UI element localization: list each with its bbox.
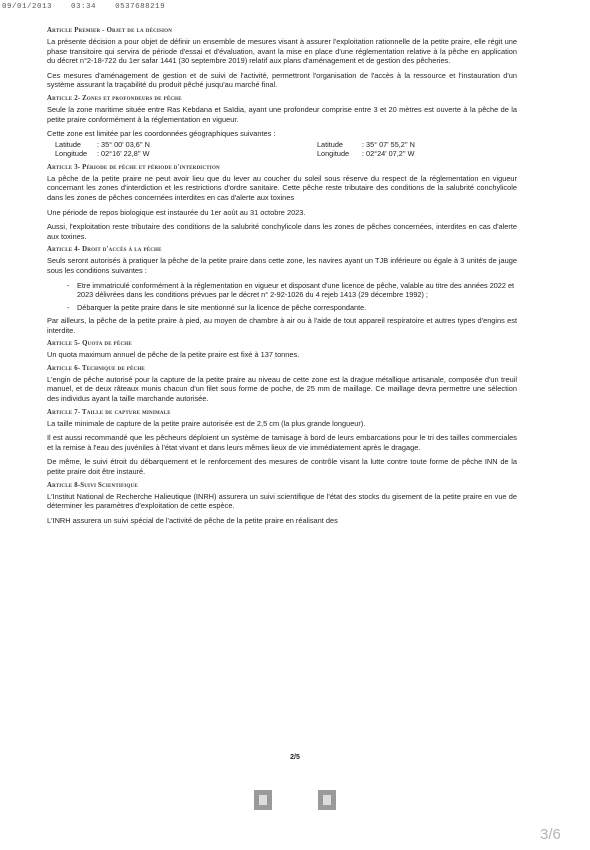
list-item: - Etre immatriculé conformément à la réglementation en vigueur et disposant d'une licence de pêche, valable au titre des années 2022 et 2023 délivrées dans les conditions prévues par le décret n° 2-92-1026 du 4 rejeb 1413 (29 décembre 1992) ; — [67, 281, 517, 300]
coordinates-table — [55, 140, 517, 159]
fax-number: 0537688219 — [115, 3, 166, 11]
fax-date: 09/01/2013 — [2, 3, 53, 11]
longitude-label: Longitude — [55, 149, 88, 159]
article-8-paragraph: L'INRH assurera un suivi spécial de l'activité de pêche de la petite praire en réalisant des — [47, 515, 338, 525]
article-1-title: Article Premier - Objet de la décision — [47, 27, 173, 34]
longitude-value-1: : 02°16' 22,8'' W — [97, 149, 150, 159]
article-6-paragraph: L'engin de pêche autorisé pour la capture de la petite praire au niveau de cette zone est la drague métallique artisanale, composée d'un treuil manuel, et de deux râteaux munis chacun d'un filet sous forme de poche, de 25 mm de maillage. Ce maillage devra permettre une sélection des individus ayant la taille marchande autorisée. — [47, 374, 517, 403]
article-6-title: Article 6- Technique de pêche — [47, 364, 145, 372]
article-8-title: Article 8-Suivi Scientifique — [47, 481, 138, 489]
article-2-paragraph: Seule la zone maritime située entre Ras Kebdana et Saïdia, ayant une profondeur comprise entre 3 et 20 mètres est ouverte à la pêche de la petite praire conformément à la réglementation en vigueur. — [47, 104, 517, 124]
article-3-paragraph: La pêche de la petite praire ne peut avoir lieu que du lever au coucher du soleil sous réserve du respect de la réglementation en vigueur concernant les zones d'interdiction et les restrictions d'ordre sanitaire. Cette pêche reste tributaire des conditions de la salubrité conchylicole dans les zones de pêches concernées interdites en cas d'alerte aux toxines — [47, 173, 517, 202]
article-3-paragraph: Une période de repos biologique est instaurée du 1er août au 31 octobre 2023. — [47, 207, 306, 217]
article-3-paragraph: Aussi, l'exploitation reste tributaire des conditions de la salubrité conchylicole dans les zones de pêches concernées, interdites en cas d'alerte aux toxines. — [47, 222, 517, 241]
page-counter: 3/6 — [540, 826, 561, 843]
longitude-label: Longitude — [317, 149, 350, 159]
article-5-title: Article 5- Quota de pêche — [47, 340, 132, 348]
article-5-paragraph: Un quota maximum annuel de pêche de la petite praire est fixé à 137 tonnes. — [47, 350, 300, 360]
article-4-title: Article 4- Droit d'accès à la pêche — [47, 246, 162, 254]
document-body — [47, 22, 517, 530]
article-8-paragraph: L'Institut National de Recherche Halieutique (INRH) assurera un suivi scientifique de l'état des stocks du gisement de la petite praire en vue de déterminer les paramètres d'exploitation de cette espèce. — [47, 491, 517, 511]
longitude-value-2: : 02°24' 07,2'' W — [362, 149, 415, 159]
stamp-mark — [318, 790, 336, 810]
conditions-list — [67, 281, 517, 313]
article-7-title: Article 7- Taille de capture minimale — [47, 408, 171, 416]
latitude-label: Latitude — [55, 139, 81, 149]
fax-time: 03:34 — [71, 3, 97, 11]
article-4-paragraph: Par ailleurs, la pêche de la petite praire à pied, au moyen de chambre à air ou à l'aide de tout appareil respiratoire et autres types d'engins est interdite. — [47, 316, 517, 335]
latitude-value-1: : 35° 00' 03,6'' N — [97, 139, 150, 149]
article-3-title: Article 3- Période de pêche et période d'interdiction — [47, 163, 220, 171]
latitude-value-2: : 35° 07' 55,2'' N — [362, 139, 415, 149]
article-1-paragraph: La présente décision a pour objet de définir un ensemble de mesures visant à assurer l'exploitation rationnelle de la petite praire, elle régit une phase transitoire qui servira de période d'essai et d'évaluation, avant la mise en place d'une réglementation relative à la pêche en application du décret n°2-18-722 du 1er safar 1441 (30 septembre 2019) relatif aux plans d'aménagement et de gestion des pêcheries. — [47, 37, 517, 66]
article-7-paragraph: Il est aussi recommandé que les pêcheurs déploient un système de tamisage à bord de leurs embarcations pour le tri des tailles commerciales et la remise à l'eau des juvéniles à l'état vivant et dans leurs mêmes lieux de vie immédiatement après le dragage. — [47, 433, 517, 452]
article-2-paragraph: Cette zone est limitée par les coordonnées géographiques suivantes : — [47, 129, 276, 139]
article-1-paragraph: Ces mesures d'aménagement de gestion et de suivi de l'activité, permettront l'organisation de l'accès à la ressource et l'instauration d'un système assurant la traçabilité du produit pêché jusqu'au marché final. — [47, 70, 517, 90]
article-7-paragraph: De même, le suivi étroit du débarquement et le renforcement des mesures de contrôle visant la lutte contre toute forme de pêche INN de la petite praire doit être instauré. — [47, 457, 517, 476]
article-4-paragraph: Seuls seront autorisés à pratiquer la pêche de la petite praire dans cette zone, les navires ayant un TJB inférieure ou égale à 3 unités de jauge sous les conditions suivantes : — [47, 256, 517, 275]
article-7-paragraph: La taille minimale de capture de la petite praire autorisée est de 2,5 cm (la plus grande longueur). — [47, 418, 366, 428]
page-number: 2/5 — [290, 754, 300, 761]
latitude-label: Latitude — [317, 139, 343, 149]
article-2-title: Article 2- Zones et profondeurs de pêche — [47, 94, 182, 102]
fax-header — [2, 3, 179, 11]
list-item: - Débarquer la petite praire dans le site mentionné sur la licence de pêche correspondante. — [67, 303, 517, 313]
stamp-mark — [254, 790, 272, 810]
